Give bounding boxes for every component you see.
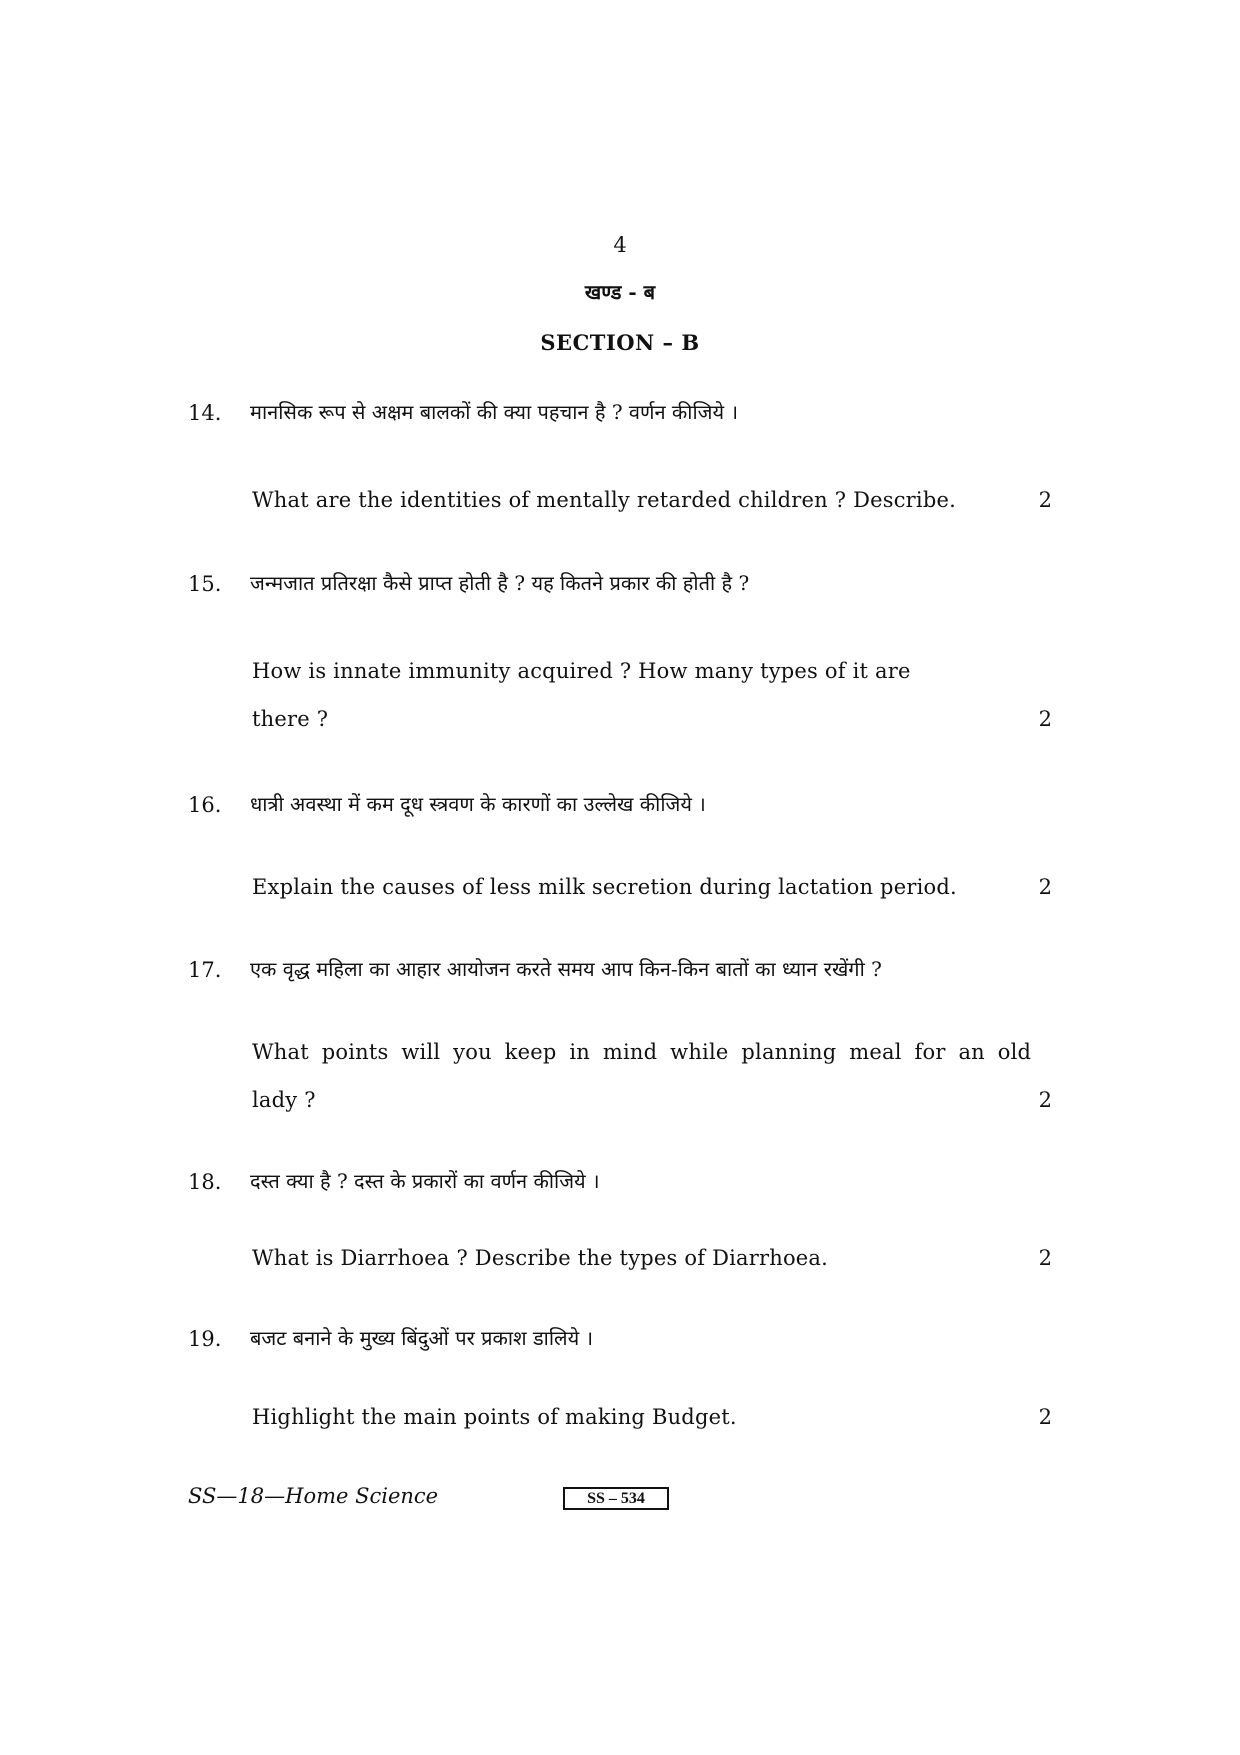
question-text-english-line-2: lady ?	[252, 1088, 316, 1112]
question-text-hindi: दस्त क्या है ? दस्त के प्रकारों का वर्णन कीजिये ।	[250, 1169, 600, 1193]
question-marks: 2	[1038, 488, 1052, 512]
section-heading-hindi: खण्ड - ब	[584, 280, 656, 304]
question-number: 18.	[188, 1170, 222, 1194]
question-text-hindi: एक वृद्ध महिला का आहार आयोजन करते समय आप किन-किन बातों का ध्यान रखेंगी ?	[250, 957, 882, 981]
question-number: 19.	[188, 1327, 222, 1351]
question-text-hindi: बजट बनाने के मुख्य बिंदुओं पर प्रकाश डालिये ।	[250, 1326, 594, 1350]
footer-subject: SS—18—Home Science	[188, 1484, 439, 1508]
question-marks: 2	[1038, 707, 1052, 731]
question-number: 15.	[188, 572, 222, 596]
question-text-english: What is Diarrhoea ? Describe the types of Diarrhoea.	[252, 1246, 829, 1270]
question-text-english-line-2: there ?	[252, 707, 329, 731]
question-number: 14.	[188, 401, 222, 425]
question-text-english: Highlight the main points of making Budget.	[252, 1405, 737, 1429]
question-text-hindi: धात्री अवस्था में कम दूध स्त्रवण के कारणों का उल्लेख कीजिये ।	[250, 792, 706, 816]
question-number: 17.	[188, 958, 222, 982]
question-number: 16.	[188, 793, 222, 817]
question-marks: 2	[1038, 875, 1052, 899]
question-text-english-line-1: What points will you keep in mind while planning meal for an old	[252, 1040, 1032, 1064]
question-marks: 2	[1038, 1246, 1052, 1270]
question-text-hindi: मानसिक रूप से अक्षम बालकों की क्या पहचान है ? वर्णन कीजिये ।	[250, 400, 739, 424]
question-text-english: Explain the causes of less milk secretion during lactation period.	[252, 875, 957, 899]
question-text-english-line-1: How is innate immunity acquired ? How many types of it are	[252, 659, 911, 683]
question-marks: 2	[1038, 1405, 1052, 1429]
question-marks: 2	[1038, 1088, 1052, 1112]
question-text-hindi: जन्मजात प्रतिरक्षा कैसे प्राप्त होती है ? यह कितने प्रकार की होती है ?	[250, 571, 750, 595]
question-text-english: What are the identities of mentally retarded children ? Describe.	[252, 488, 956, 512]
footer-paper-code: SS – 534	[563, 1487, 669, 1510]
page-number: 4	[613, 233, 627, 257]
section-heading-english: SECTION – B	[540, 330, 700, 355]
